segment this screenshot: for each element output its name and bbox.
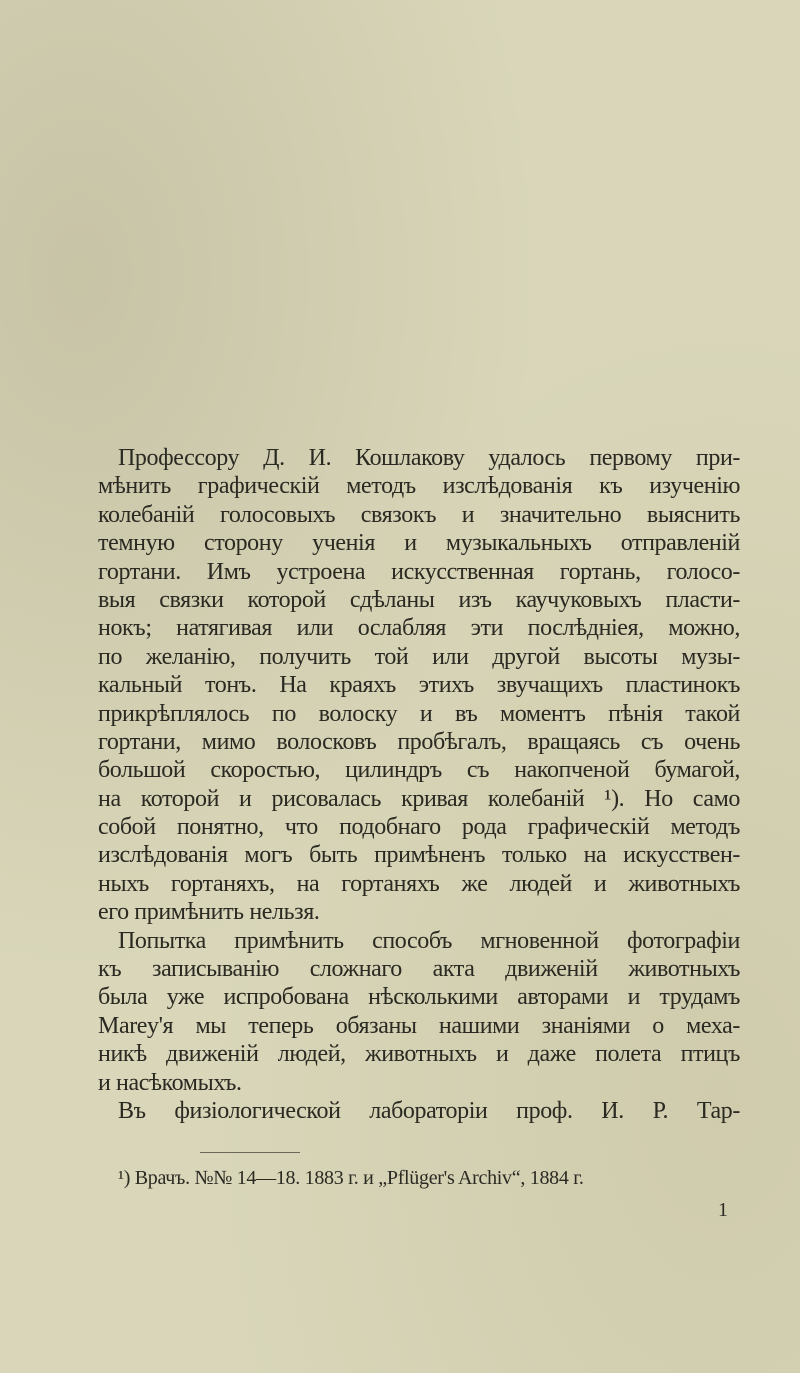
text-line: была уже испробована нѣсколькими авторами и трудамъ [98, 984, 740, 1011]
text-line: колебаній голосовыхъ связокъ и значительно выяснить [98, 501, 740, 528]
text-line: прикрѣплялось по волоску и въ моментъ пѣнія такой [98, 700, 740, 727]
text-line: темную сторону ученія и музыкальныхъ отправленій [98, 530, 740, 557]
footnote-divider [200, 1152, 300, 1153]
text-line: гортани, мимо волосковъ пробѣгалъ, вращаясь съ очень [98, 728, 740, 755]
text-line: мѣнить графическій методъ изслѣдованія къ изученію [98, 473, 740, 500]
text-line: на которой и рисовалась кривая колебаній ¹). Но само [98, 785, 740, 812]
text-line: Профессору Д. И. Кошлакову удалось первому при- [118, 445, 740, 471]
text-line: его примѣнить нельзя. [98, 899, 320, 926]
text-line: и насѣкомыхъ. [98, 1069, 242, 1096]
text-line: къ записыванію сложнаго акта движеній животныхъ [98, 956, 740, 983]
text-line: никѣ движеній людей, животныхъ и даже полета птицъ [98, 1041, 740, 1068]
text-line: кальный тонъ. На краяхъ этихъ звучащихъ пластинокъ [98, 672, 740, 699]
text-line: Въ физіологической лабораторіи проф. И. Р. Тар- [118, 1097, 740, 1124]
text-line: выя связки которой сдѣланы изъ каучуковыхъ пласти- [98, 586, 740, 613]
text-line: по желанію, получить той или другой высоты музы- [98, 643, 740, 670]
text-line: Marey'я мы теперь обязаны нашими знаніями о меха- [98, 1012, 740, 1039]
text-line: Попытка примѣнить способъ мгновенной фотографіи [118, 927, 740, 954]
page-number: 1 [718, 1199, 728, 1221]
text-line: изслѣдованія могъ быть примѣненъ только на искусствен- [98, 842, 740, 869]
body-text [98, 444, 740, 1125]
text-line: нокъ; натягивая или ослабляя эти послѣдніея, можно, [98, 615, 740, 642]
text-line: собой понятно, что подобнаго рода графическій методъ [98, 814, 740, 841]
footnote: ¹) Врачъ. №№ 14—18. 1883 г. и „Pflüger's Archiv“, 1884 г. [118, 1167, 584, 1189]
text-line: гортани. Имъ устроена искусственная гортань, голосо- [98, 558, 740, 585]
text-line: ныхъ гортаняхъ, на гортаняхъ же людей и животныхъ [98, 870, 740, 897]
text-line: большой скоростью, цилиндръ съ накопченой бумагой, [98, 757, 740, 784]
